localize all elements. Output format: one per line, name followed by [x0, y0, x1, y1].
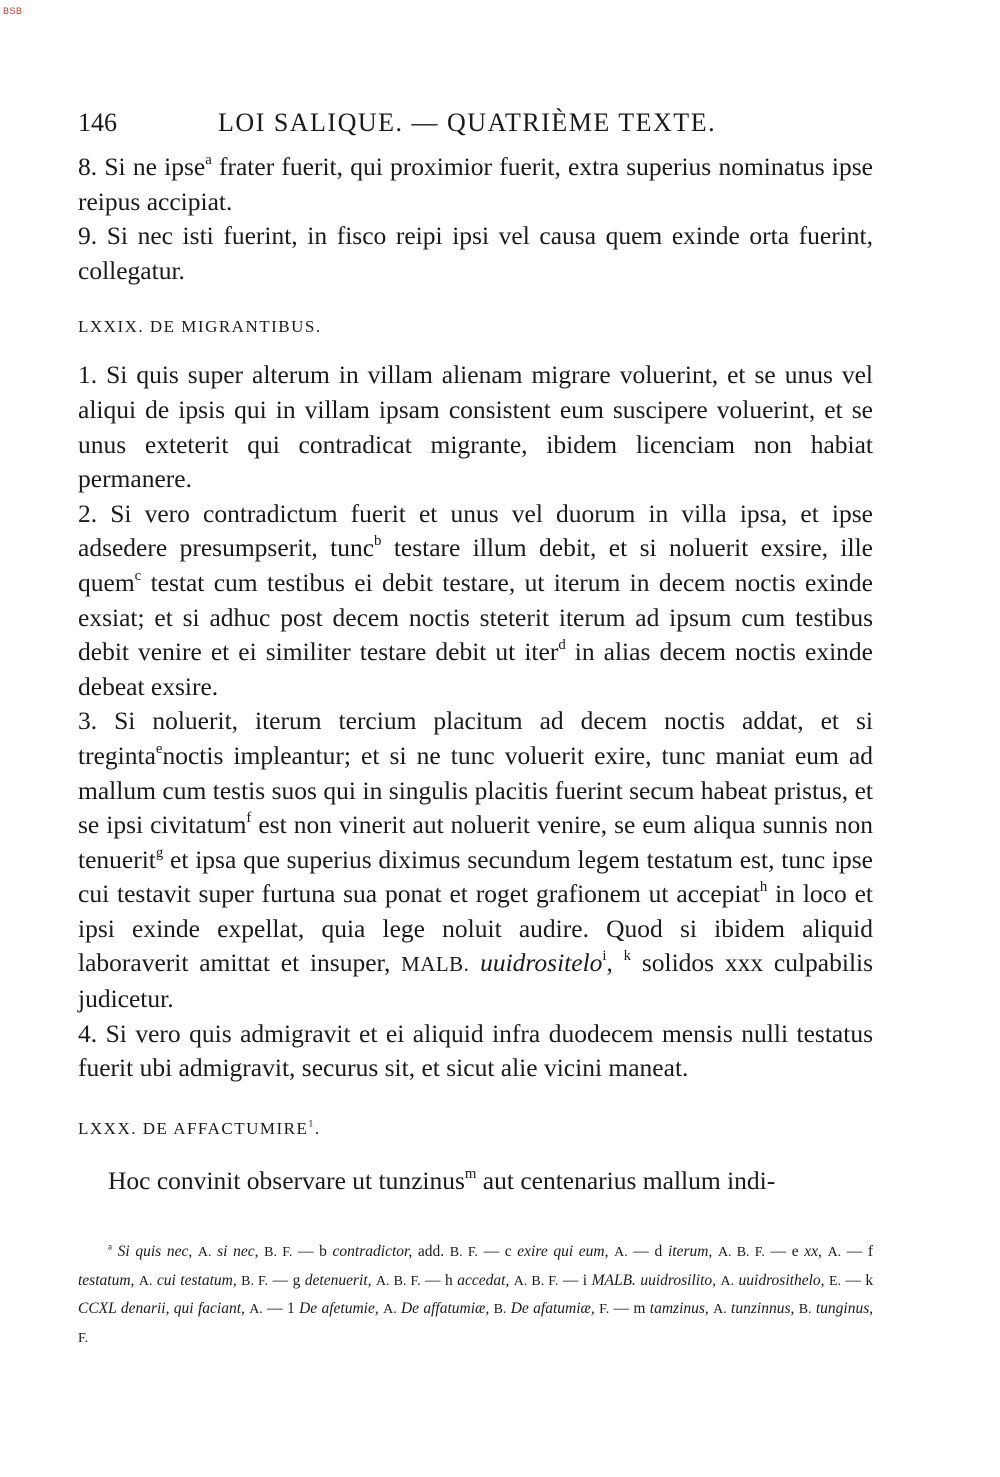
fn-mark-i: — i: [562, 1271, 588, 1289]
footnote-marker-b: b: [374, 533, 382, 550]
migrantibus-paragraph-4: [78, 1017, 873, 1086]
section-title-lxxix-text: LXXIX. DE MIGRANTIBUS.: [78, 317, 322, 337]
fn-1-text-3: De afatumiæ,: [510, 1300, 595, 1317]
fn-k-siglum: A.: [249, 1302, 263, 1317]
fn-mark-m: — m: [613, 1300, 646, 1317]
section-title-lxxx-text: LXXX. DE AFFACTUMIRE: [78, 1118, 309, 1138]
fn-a-siglum: A.: [197, 1245, 212, 1260]
footnote-marker-c: c: [134, 567, 142, 584]
m3-part-a: 3. Si noluerit, iterum tercium placitum ad decem noctis addat, et si treginta: [78, 706, 873, 770]
main-text: [78, 150, 873, 1198]
footnote-marker-d: d: [558, 637, 566, 654]
fn-1-text-2: De affatumiæ,: [400, 1300, 490, 1317]
fn-b-add: add.: [417, 1243, 445, 1260]
m2-part-d: in alias decem noctis exinde debeat exsire.: [78, 637, 873, 701]
running-header: [78, 108, 873, 142]
migrantibus-paragraph-3: [78, 704, 873, 1016]
fn-a-siglum-2: B. F.: [264, 1245, 293, 1260]
fn-i-text-2: uuidrosithelo,: [738, 1271, 825, 1289]
fn-c-text: exire qui eum,: [517, 1243, 609, 1260]
fn-mark-g: — g: [272, 1271, 301, 1289]
fn-m-siglum-3: F.: [78, 1330, 89, 1346]
fn-mark-f: — f: [846, 1243, 874, 1260]
fn-a-text-2: si nec,: [217, 1243, 259, 1260]
fn-f-siglum: A.: [138, 1273, 153, 1289]
library-stamp: BSB: [3, 6, 23, 16]
footnote-marker-h: h: [759, 879, 768, 896]
paragraph-9: [78, 219, 873, 288]
fn-g-text: detenuerit,: [304, 1271, 372, 1289]
fn-i-siglum-2: E.: [828, 1273, 841, 1289]
fn-f-text-2: cui testatum,: [156, 1271, 237, 1289]
section-title-lxxx: [78, 1112, 873, 1146]
running-title: LOI SALIQUE. — QUATRIÈME TEXTE.: [218, 108, 717, 137]
m3-part-d: et ipsa que superius diximus secundum legem testatum est, tunc ipse cui testavit super furtuna sua ponat et roget grafionem ut accepiat: [78, 844, 873, 909]
fn-mark-k: — k: [845, 1271, 874, 1289]
fn-a-text: Si quis nec,: [117, 1243, 193, 1260]
p9-text: 9. Si nec isti fuerint, in fisco reipi ipsi vel causa quem exinde orta fuerint, collegatur.: [78, 221, 873, 285]
p8-part-a: 8. Si ne ipse: [78, 152, 206, 181]
fn-g-siglum: A. B. F.: [375, 1273, 421, 1289]
footnote-marker-e: e: [155, 740, 163, 757]
fn-f-text: testatum,: [78, 1271, 135, 1289]
m3-part-c: est non vinerit aut noluerit venire, se eum aliqua sunnis non tenuerit: [78, 810, 874, 874]
fn-1-siglum-2: B.: [493, 1302, 507, 1317]
paragraph-8: [78, 150, 873, 219]
m3-comma: ,: [606, 948, 613, 978]
fn-mark-h: — h: [425, 1271, 453, 1289]
fn-1-text: De afetumie,: [299, 1300, 379, 1317]
fn-h-text: accedat,: [457, 1271, 510, 1289]
fn-e-siglum: A.: [827, 1245, 842, 1260]
footnote-marker-1: 1: [308, 1118, 315, 1130]
fn-m-text-3: tunginus,: [815, 1300, 874, 1317]
footnote-marker-m: m: [464, 1165, 477, 1182]
fn-mark-a: a: [108, 1241, 112, 1252]
fn-i-text: MALB. uuidrosilito,: [591, 1271, 717, 1289]
malberg-gloss-label: MALB.: [401, 952, 470, 977]
migrantibus-paragraph-2: [78, 497, 873, 705]
lxxx-part-a: Hoc convinit observare ut tunzinus: [108, 1165, 465, 1195]
m1-text: 1. Si quis super alterum in villam alienam migrare voluerint, et se unus vel aliqui de ipsis qui in villam ipsam consistent eum suscipere voluerint, et se unus exteterit qui contradicat migrante, ibidem licenciam non habiat permanere.: [78, 360, 873, 494]
fn-m-text: tamzinus,: [649, 1300, 709, 1317]
migrantibus-paragraph-1: [78, 358, 873, 496]
footnote-text: [78, 1238, 873, 1352]
footnote-marker-f: f: [246, 810, 252, 827]
fn-d-siglum: A. B. F.: [717, 1245, 765, 1260]
footnote-marker-i: i: [602, 948, 607, 965]
fn-h-siglum: A. B. F.: [513, 1273, 559, 1289]
fn-d-text: iterum,: [667, 1243, 713, 1260]
fn-i-siglum: A.: [720, 1273, 735, 1289]
m2-part-a: 2. Si vero contradictum fuerit et unus vel duorum in villa ipsa, et ipse adsedere presumpserit, tunc: [78, 498, 873, 563]
fn-mark-c: — c: [483, 1243, 512, 1260]
footnote-marker-g: g: [155, 844, 164, 861]
m3-part-e: in loco et ipsi exinde expellat, quia lege noluit audire. Quod si ibidem aliquid laboraverit amittat et insuper,: [78, 879, 874, 978]
fn-mark-d: — d: [633, 1243, 663, 1260]
fn-k-text: CCXL denarii, qui faciant,: [78, 1300, 245, 1317]
section-title-lxxix: [78, 310, 873, 344]
affactumire-paragraph: [78, 1164, 873, 1199]
fn-b-text: contradictor,: [332, 1243, 413, 1260]
footnote-marker-k: k: [623, 948, 632, 965]
lxxx-part-b: aut centenarius mallum indi-: [476, 1165, 776, 1195]
page-number: 146: [78, 108, 117, 137]
section-title-lxxx-tail: .: [314, 1118, 321, 1138]
fn-mark-b: — b: [297, 1243, 327, 1260]
footnotes: [78, 1238, 873, 1352]
fn-1-siglum: A.: [383, 1302, 397, 1317]
footnote-marker-a: a: [205, 151, 212, 168]
fn-m-text-2: tunzinnus,: [731, 1300, 795, 1317]
m3-part-f: solidos xxx culpabilis judicetur.: [78, 948, 874, 1014]
malberg-gloss-word: uuidrositelo: [480, 948, 603, 978]
fn-1-siglum-3: F.: [599, 1302, 610, 1317]
m2-part-b: testare illum debit, et si noluerit exsire, ille quem: [78, 533, 873, 597]
m3-part-b: noctis impleantur; et si ne tunc voluerit exire, tunc maniat eum ad mallum cum testis suos qui in singulis placitis fuerint secum habeat pristus, et se ipsi civitatum: [78, 740, 873, 840]
fn-m-siglum-2: B.: [798, 1302, 812, 1317]
fn-e-text: xx,: [804, 1243, 822, 1260]
fn-b-siglum: B. F.: [449, 1245, 478, 1260]
p8-part-b: frater fuerit, qui proximior fuerit, extra superius nominatus ipse reipus accipiat.: [78, 152, 873, 216]
m2-part-c: testat cum testibus ei debit testare, ut iterum in decem noctis exinde exsiat; et si adhuc post decem noctis steterit iterum ad ipsum cum testibus debit venire et ei similiter testare debit ut iter: [78, 567, 873, 667]
fn-mark-1: — 1: [267, 1300, 295, 1317]
paragraph-8-text: [78, 152, 873, 216]
fn-mark-e: — e: [770, 1243, 799, 1260]
fn-m-siglum: A.: [713, 1302, 727, 1317]
m4-text: 4. Si vero quis admigravit et ei aliquid infra duodecem mensis nulli testatus fuerit ubi admigravit, securus sit, et sicut alie vicini maneat.: [78, 1018, 873, 1083]
fn-f-siglum-2: B. F.: [241, 1273, 269, 1289]
fn-c-siglum: A.: [614, 1245, 628, 1260]
